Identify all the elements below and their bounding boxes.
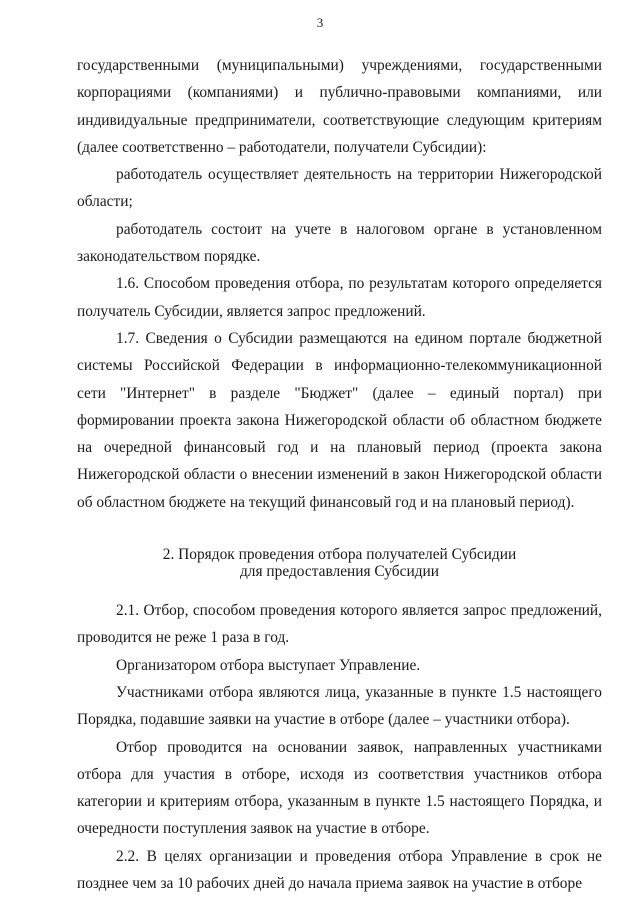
paragraph-criterion-territory: работодатель осуществляет деятельность на территории Нижегородской области; xyxy=(77,166,602,211)
section-heading-line1: 2. Порядок проведения отбора получателей Субсидии xyxy=(162,546,517,564)
paragraph-criterion-tax: работодатель состоит на учете в налоговом органе в установленном законодательством порядке. xyxy=(77,220,602,266)
page-number: 3 xyxy=(316,15,324,30)
paragraph-organizer: Организатором отбора выступает Управление. xyxy=(116,656,421,674)
paragraph-continuation: государственными (муниципальными) учреждениями, государственными корпорациями (компаниями) и публично-правовыми компаниями, или индивидуальные предприниматели, соответствующие следующим критериям (далее соответственно – работодатели, получатели Субсидии): xyxy=(77,57,602,156)
document-body xyxy=(77,52,602,897)
paragraph-1-7: 1.7. Сведения о Субсидии размещаются на едином портале бюджетной системы Российской Федерации в информационно-телекоммуникационной сети "Интернет" в разделе "Бюджет" (далее – единый портал) при формировании проекта закона Нижегородской области об областном бюджете на очередной финансовый год и на плановый период (проекта закона Нижегородской области о внесении изменений в закон Нижегородской области об областном бюджете на текущий финансовый год и на плановый период). xyxy=(77,329,602,511)
paragraph-selection-basis: Отбор проводится на основании заявок, направленных участниками отбора для участия в отборе, исходя из соответствия участников отбора категории и критериям отбора, указанным в пункте 1.5 настоящего Порядка, и очередности поступления заявок на участие в отборе. xyxy=(77,738,602,838)
paragraph-2-2: 2.2. В целях организации и проведения отбора Управление в срок не позднее чем за 10 рабочих дней до начала приема заявок на участие в отборе xyxy=(77,847,602,893)
paragraph-participants: Участниками отбора являются лица, указанные в пункте 1.5 настоящего Порядка, подавшие заявки на участие в отборе (далее – участники отбора). xyxy=(77,683,602,729)
paragraph-1-6: 1.6. Способом проведения отбора, по результатам которого определяется получатель Субсидии, является запрос предложений. xyxy=(77,275,602,320)
paragraph-2-1: 2.1. Отбор, способом проведения которого является запрос предложений, проводится не реже 1 раза в год. xyxy=(77,602,602,647)
section-heading xyxy=(77,546,602,580)
section-heading-line2: для предоставления Субсидии xyxy=(239,563,440,581)
